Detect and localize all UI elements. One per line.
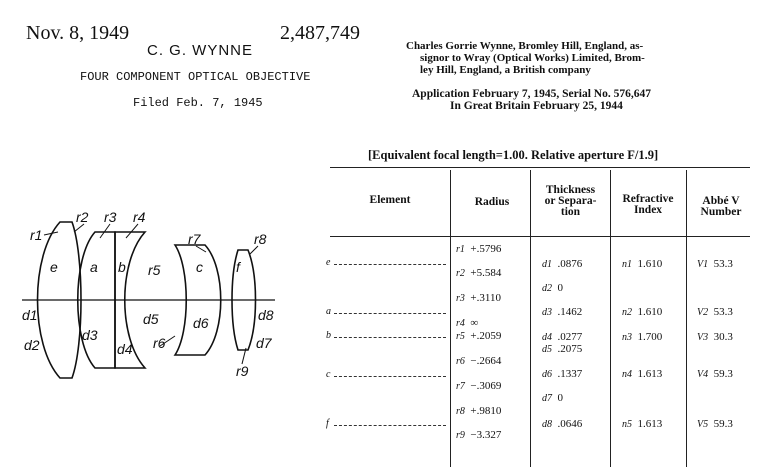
diagram-label-r7: r7 (188, 231, 201, 247)
assignment-text (406, 40, 736, 76)
diagram-label-b: b (118, 259, 126, 275)
header-thickness-3: tion (560, 206, 581, 218)
diagram-label-r9: r9 (236, 363, 249, 379)
thickness-row: d5 .2075 (542, 343, 583, 355)
col-divider-4 (686, 170, 687, 467)
diagram-label-d6: d6 (193, 315, 209, 331)
leader-f (334, 425, 446, 426)
abbe-row: V2 53.3 (697, 306, 733, 318)
leader-a (334, 313, 446, 314)
leader-r2 (74, 224, 84, 232)
col-divider-3 (610, 170, 611, 467)
radius-row: r3 +.3110 (456, 292, 501, 304)
element-a: a (326, 306, 331, 317)
diagram-label-r6: r6 (153, 335, 166, 351)
lens-diagram (0, 190, 300, 390)
leader-r4 (126, 224, 138, 238)
table-rule-header (330, 236, 750, 237)
col-divider-1 (450, 170, 451, 467)
index-row: n4 1.613 (622, 368, 663, 380)
header-thickness-1: Thickness (545, 184, 596, 196)
leader-e (334, 264, 446, 265)
filed-date: Filed Feb. 7, 1945 (133, 96, 263, 110)
diagram-label-d7: d7 (256, 335, 272, 351)
leader-b (334, 337, 446, 338)
index-row: n3 1.700 (622, 331, 663, 343)
diagram-label-d3: d3 (82, 327, 98, 343)
application-line-1: Application February 7, 1945, Serial No. 576,647 (412, 88, 651, 100)
diagram-label-d5: d5 (143, 311, 159, 327)
thickness-row: d8 .0646 (542, 418, 583, 430)
diagram-label-d8: d8 (258, 307, 274, 323)
diagram-label-r3: r3 (104, 209, 117, 225)
radius-row: r9 −3.327 (456, 429, 502, 441)
abbe-row: V4 59.3 (697, 368, 733, 380)
table-rule-top (330, 167, 750, 168)
leader-c (334, 376, 446, 377)
header-refractive-1: Refractive (622, 193, 674, 205)
thickness-row: d2 0 (542, 282, 563, 294)
patent-date: Nov. 8, 1949 (26, 22, 130, 44)
diagram-label-d1: d1 (22, 307, 38, 323)
index-row: n1 1.610 (622, 258, 663, 270)
diagram-label-r5: r5 (148, 262, 161, 278)
assignment-line-1: Charles Gorrie Wynne, Bromley Hill, England, as- (406, 40, 644, 52)
radius-row: r1 +.5796 (456, 243, 502, 255)
diagram-label-r2: r2 (76, 209, 89, 225)
header-refractive (612, 194, 684, 216)
thickness-row: d4 .0277 (542, 331, 583, 343)
abbe-row: V1 53.3 (697, 258, 733, 270)
application-text (412, 88, 651, 112)
diagram-label-f: f (236, 259, 240, 275)
radius-row: r8 +.9810 (456, 405, 502, 417)
header-element: Element (369, 194, 411, 206)
index-row: n5 1.613 (622, 418, 663, 430)
inventor-name: C. G. WYNNE (147, 42, 254, 59)
abbe-row: V5 59.3 (697, 418, 733, 430)
diagram-label-d4: d4 (117, 341, 133, 357)
header-abbe-1: Abbé V (702, 195, 740, 207)
element-e: e (326, 257, 331, 268)
radius-row: r2 +5.584 (456, 267, 502, 279)
header-refractive-2: Index (633, 204, 663, 216)
element-b: b (326, 330, 331, 341)
diagram-label-r4: r4 (133, 209, 146, 225)
diagram-label-r1: r1 (30, 227, 43, 243)
radius-row: r7 −.3069 (456, 380, 502, 392)
header-abbe (688, 196, 754, 218)
application-line-2: In Great Britain February 25, 1944 (450, 100, 623, 112)
abbe-row: V3 30.3 (697, 331, 733, 343)
thickness-row: d1 .0876 (542, 258, 583, 270)
header-thickness-2: or Separa- (544, 195, 597, 207)
header-radius: Radius (474, 196, 510, 208)
index-row: n2 1.610 (622, 306, 663, 318)
diagram-label-r8: r8 (254, 231, 267, 247)
diagram-label-e: e (50, 259, 58, 275)
element-f: f (326, 418, 329, 429)
patent-number: 2,487,749 (280, 22, 360, 44)
radius-row: r6 −.2664 (456, 355, 502, 367)
leader-r3 (100, 224, 110, 238)
diagram-label-d2: d2 (24, 337, 40, 353)
thickness-row: d7 0 (542, 392, 563, 404)
thickness-row: d3 .1462 (542, 306, 583, 318)
table-caption: [Equivalent focal length=1.00. Relative aperture F/1.9] (368, 148, 659, 162)
header-abbe-2: Number (700, 206, 742, 218)
assignment-line-3: ley Hill, England, a British company (420, 64, 591, 76)
diagram-label-a: a (90, 259, 98, 275)
element-c: c (326, 369, 331, 380)
col-divider-2 (530, 170, 531, 467)
radius-row: r5 +.2059 (456, 330, 502, 342)
leader-r7 (196, 246, 206, 252)
leader-r8 (250, 246, 258, 254)
patent-title: FOUR COMPONENT OPTICAL OBJECTIVE (80, 70, 311, 84)
header-thickness (533, 185, 608, 218)
assignment-line-2: signor to Wray (Optical Works) Limited, Brom- (420, 52, 645, 64)
radius-row: r4 ∞ (456, 317, 479, 329)
thickness-row: d6 .1337 (542, 368, 583, 380)
diagram-label-c: c (196, 259, 203, 275)
